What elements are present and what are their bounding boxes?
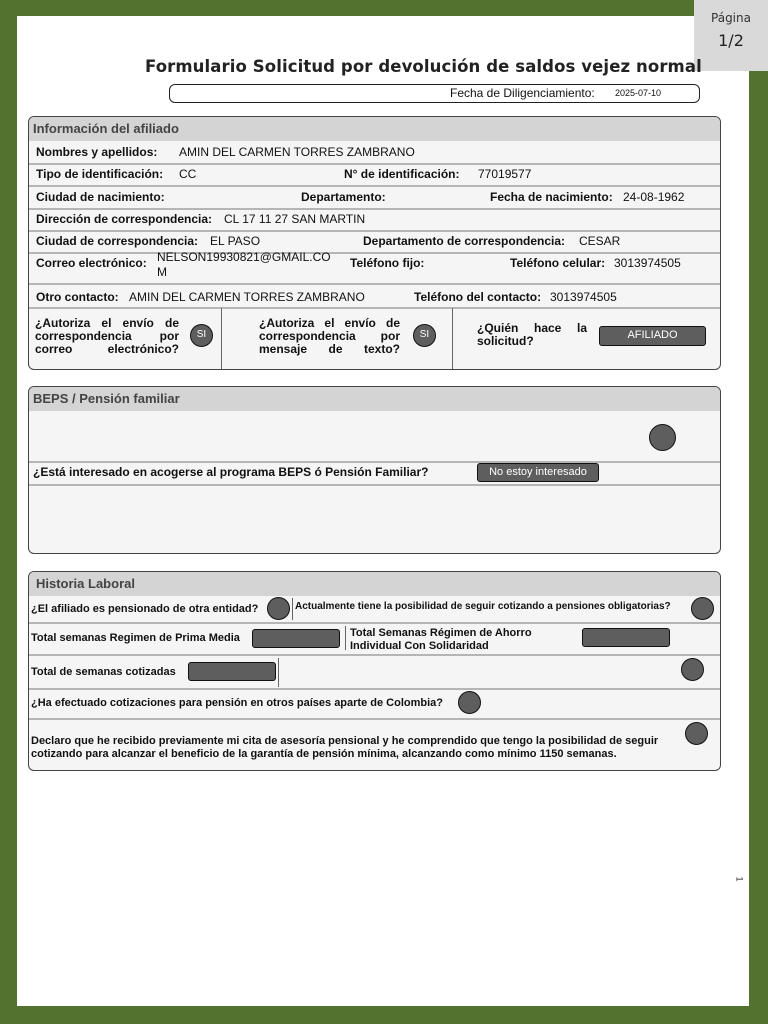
ahorro-field[interactable] [582, 628, 670, 647]
declaro-line-2: cotizando para alcanzar el beneficio de la garantía de pensión mínima, alcanzando como mínimo 1150 semanas. [31, 748, 617, 760]
beps-question: ¿Está interesado en acogerse al programa BEPS ó Pensión Familiar? [33, 465, 429, 479]
otro-contacto-value: AMIN DEL CARMEN TORRES ZAMBRANO [129, 290, 365, 304]
q-quien-line-1: ¿Quién hace la [477, 321, 587, 335]
tel-cel-value: 3013974505 [614, 256, 681, 270]
q-pensionado: ¿El afiliado es pensionado de otra entidad? [31, 603, 259, 615]
correo-value-1: NELSON19930821@GMAIL.CO [157, 250, 331, 264]
tel-cel-label: Teléfono celular: [510, 256, 606, 270]
q-cotizando: Actualmente tiene la posibilidad de seguir cotizando a pensiones obligatorias? [295, 601, 671, 612]
declaro-line-1: Declaro que he recibido previamente mi cita de asesoría pensional y he comprendido que tengo la posibilidad de seguir [31, 735, 659, 747]
ciudad-nac-label: Ciudad de nacimiento: [36, 190, 165, 204]
beps-answer[interactable]: No estoy interesado [477, 463, 599, 482]
beps-header: BEPS / Pensión familiar [29, 387, 720, 411]
afiliado-section [28, 116, 721, 370]
cotizadas-radio[interactable] [681, 658, 704, 681]
tel-fijo-label: Teléfono fijo: [350, 256, 425, 270]
form-title: Formulario Solicitud por devolución de saldos vejez normal [145, 57, 702, 76]
page-indicator-value: 1/2 [718, 31, 744, 50]
q-otros-paises-radio[interactable] [458, 691, 481, 714]
q-sms-line-3: mensaje de texto? [259, 342, 400, 356]
otro-contacto-label: Otro contacto: [36, 290, 119, 304]
beps-section [28, 386, 721, 554]
depto-corr-label: Departamento de correspondencia: [363, 234, 566, 248]
tel-contacto-label: Teléfono del contacto: [414, 290, 542, 304]
depto-corr-value: CESAR [579, 234, 621, 248]
q-pensionado-radio[interactable] [267, 597, 290, 620]
tipo-id-label: Tipo de identificación: [36, 167, 164, 181]
date-bar [169, 84, 700, 103]
nombres-value: AMIN DEL CARMEN TORRES ZAMBRANO [179, 145, 415, 159]
q-cotizando-radio[interactable] [691, 597, 714, 620]
fecha-nac-value: 24-08-1962 [623, 190, 685, 204]
q-sms-line-1: ¿Autoriza el envío de [259, 316, 400, 330]
beps-radio[interactable] [649, 424, 676, 451]
q-email-answer[interactable]: SI [190, 324, 213, 347]
declaro-radio[interactable] [685, 722, 708, 745]
correo-value-2: M [157, 265, 167, 279]
tipo-id-value: CC [179, 167, 197, 181]
afiliado-header: Información del afiliado [29, 117, 720, 141]
q-sms-answer[interactable]: SI [413, 324, 436, 347]
direccion-label: Dirección de correspondencia: [36, 212, 213, 226]
prima-media-field[interactable] [252, 629, 340, 648]
direccion-value: CL 17 11 27 SAN MARTIN [224, 212, 366, 226]
q-quien-line-2: solicitud? [477, 334, 534, 348]
laboral-section [28, 571, 721, 771]
num-id-value: 77019577 [478, 167, 532, 181]
nombres-label: Nombres y apellidos: [36, 145, 158, 159]
cotizadas-field[interactable] [188, 662, 276, 681]
page-indicator [694, 0, 768, 71]
laboral-header: Historia Laboral [29, 572, 720, 596]
correo-label: Correo electrónico: [36, 256, 147, 270]
page-indicator-label: Página [711, 11, 751, 25]
q-otros-paises: ¿Ha efectuado cotizaciones para pensión en otros países aparte de Colombia? [31, 697, 443, 709]
num-id-label: N° de identificación: [344, 167, 460, 181]
side-page-mark: 1 [734, 876, 745, 882]
ahorro-label-1: Total Semanas Régimen de Ahorro [350, 627, 532, 639]
ahorro-label-2: Individual Con Solidaridad [350, 640, 489, 652]
q-email-line-1: ¿Autoriza el envío de [35, 316, 179, 330]
q-sms-line-2: correspondencia por [259, 329, 400, 343]
ciudad-corr-label: Ciudad de correspondencia: [36, 234, 199, 248]
date-label: Fecha de Diligenciamiento: [450, 86, 595, 100]
ciudad-corr-value: EL PASO [210, 234, 261, 248]
date-value: 2025-07-10 [615, 88, 662, 98]
q-quien-answer[interactable]: AFILIADO [599, 326, 706, 346]
fecha-nac-label: Fecha de nacimiento: [490, 190, 613, 204]
prima-media-label: Total semanas Regimen de Prima Media [31, 632, 240, 644]
q-email-line-3: correo electrónico? [35, 342, 179, 356]
cotizadas-label: Total de semanas cotizadas [31, 666, 176, 678]
q-email-line-2: correspondencia por [35, 329, 179, 343]
departamento-label: Departamento: [301, 190, 386, 204]
tel-contacto-value: 3013974505 [550, 290, 617, 304]
